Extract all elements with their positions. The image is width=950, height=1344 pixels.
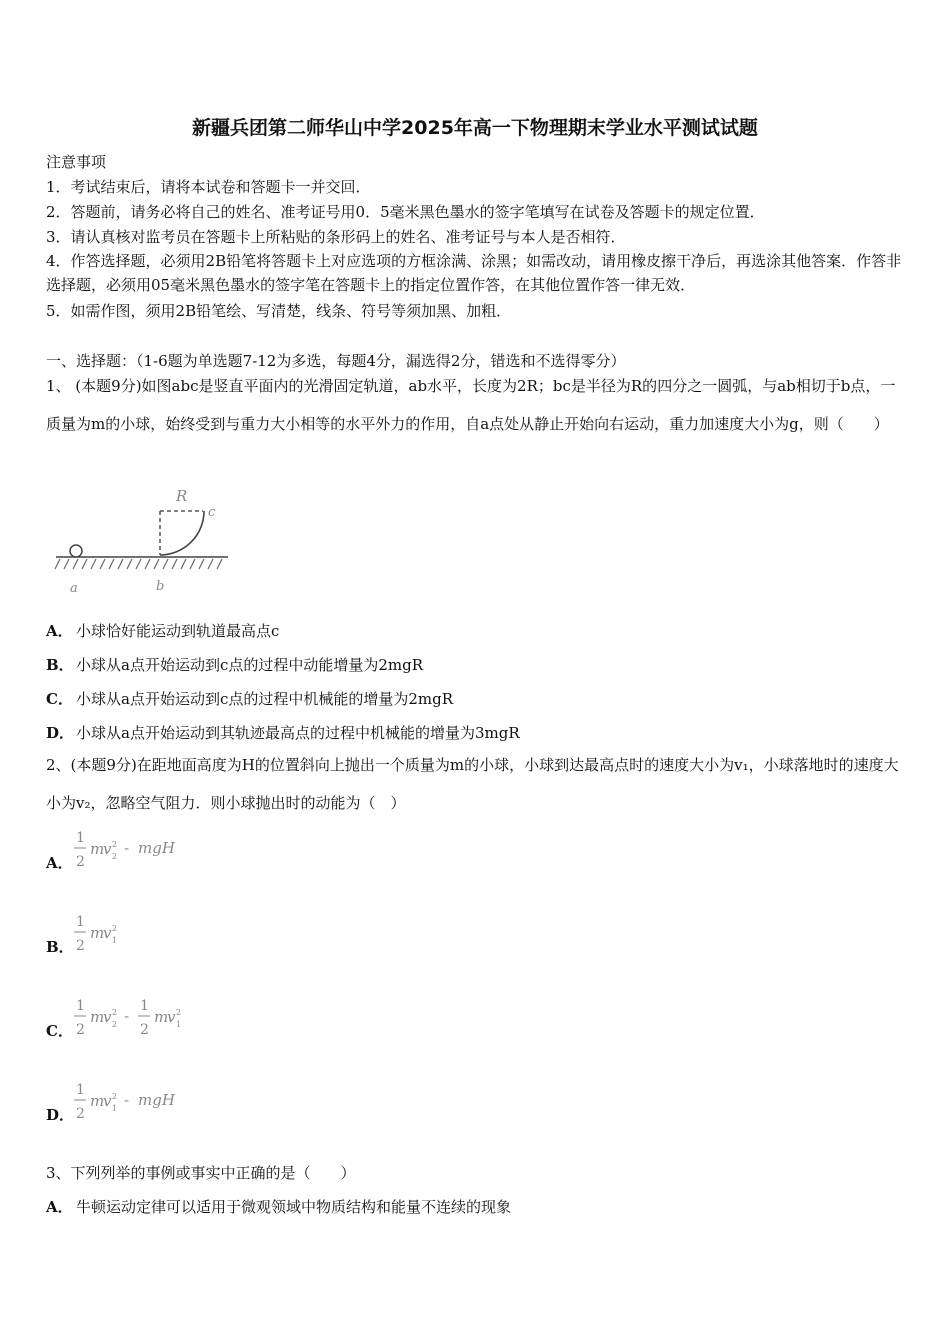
svg-text:1: 1	[76, 1082, 85, 1098]
svg-text:v: v	[103, 924, 112, 942]
svg-text:1: 1	[76, 830, 85, 846]
svg-text:2: 2	[112, 1020, 118, 1029]
notice-item: 4．作答选择题，必须用2B铅笔将答题卡上对应选项的方框涂满、涂黑；如需改动，请用橡皮擦干净后，再选涂其他答案．作答非选择题，必须用05毫米黑色墨水的签字笔在答题卡上的指定位置作答，在其他位置作答一律无效．	[46, 252, 902, 294]
notice-item: 2．答题前，请务必将自己的姓名、准考证号用0．5毫米黑色墨水的签字笔填写在试卷及答题卡的规定位置．	[46, 203, 765, 221]
svg-text:-: -	[124, 1091, 130, 1109]
svg-text:1: 1	[112, 936, 118, 945]
svg-text:1: 1	[112, 1104, 118, 1113]
notice-item: 3．请认真核对监考员在答题卡上所粘贴的条形码上的姓名、准考证号与本人是否相符．	[46, 228, 626, 246]
q1-option-d[interactable]: D． 小球从a点开始运动到其轨迹最高点的过程中机械能的增量为3mgR	[46, 724, 520, 742]
page-title: 新疆兵团第二师华山中学2025年高一下物理期末学业水平测试试题	[192, 117, 758, 139]
q2-option-b[interactable]: B． 1 2 m v 2 1	[46, 910, 246, 960]
section-heading: 一、选择题：（1-6题为单选题7-12为多选，每题4分，漏选得2分，错选和不选得零分）	[46, 352, 626, 370]
formula-d	[74, 1078, 244, 1128]
label-R: R	[176, 487, 188, 505]
svg-text:v: v	[167, 1008, 176, 1026]
svg-text:1: 1	[140, 998, 149, 1014]
q2-option-d[interactable]: D． 1 2 m v 2 1 - mgH	[46, 1078, 246, 1128]
question-2-stem: 2、(本题9分)在距地面高度为H的位置斜向上抛出一个质量为m的小球，小球到达最高点时的速度大小为v₁，小球落地时的速度大小为v₂，忽略空气阻力．则小球抛出时的动能为（ ）	[46, 756, 899, 812]
formula-b	[74, 910, 174, 960]
svg-text:m: m	[90, 1008, 105, 1026]
q3-option-a[interactable]: A． 牛顿运动定律可以适用于微观领域中物质结构和能量不连续的现象	[46, 1198, 512, 1216]
svg-text:2: 2	[112, 840, 118, 849]
svg-text:2: 2	[76, 1022, 85, 1038]
svg-text:2: 2	[112, 924, 118, 933]
formula-c	[74, 994, 254, 1044]
svg-text:2: 2	[76, 938, 85, 954]
svg-text:1: 1	[176, 1020, 182, 1029]
question-3-stem: 3、下列列举的事例或事实中正确的是（ ）	[46, 1164, 356, 1182]
svg-text:-: -	[124, 1007, 130, 1025]
svg-text:m: m	[90, 924, 105, 942]
svg-text:2: 2	[76, 854, 85, 870]
formula-a	[74, 826, 244, 876]
q2-option-c[interactable]: C． 1 2 m v 2 2 - 1 2 m v 2 1	[46, 994, 286, 1044]
svg-text:v: v	[103, 1008, 112, 1026]
svg-text:mgH: mgH	[138, 839, 175, 857]
q1-option-c[interactable]: C． 小球从a点开始运动到c点的过程中机械能的增量为2mgR	[46, 690, 454, 708]
svg-text:m: m	[154, 1008, 169, 1026]
svg-text:2: 2	[76, 1106, 85, 1122]
svg-text:2: 2	[112, 852, 118, 861]
label-c: c	[208, 505, 216, 520]
svg-text:2: 2	[176, 1008, 182, 1017]
svg-text:2: 2	[112, 1008, 118, 1017]
notice-item: 5．如需作图，须用2B铅笔绘、写清楚，线条、符号等须加黑、加粗．	[46, 302, 512, 320]
track-diagram	[52, 480, 232, 598]
svg-text:v: v	[103, 1092, 112, 1110]
svg-text:m: m	[90, 840, 105, 858]
q2-option-a[interactable]: A． 1 2 m v 2 2 - mgH	[46, 826, 246, 876]
notice-item: 1．考试结束后，请将本试卷和答题卡一并交回．	[46, 178, 371, 196]
notice-heading: 注意事项	[46, 153, 107, 171]
q1-option-b[interactable]: B． 小球从a点开始运动到c点的过程中动能增量为2mgR	[46, 656, 424, 674]
svg-text:2: 2	[140, 1022, 149, 1038]
q1-option-a[interactable]: A． 小球恰好能运动到轨道最高点c	[46, 622, 280, 640]
label-a: a	[70, 581, 78, 596]
svg-text:1: 1	[76, 914, 85, 930]
svg-text:mgH: mgH	[138, 1091, 175, 1109]
question-1-stem: 1、 (本题9分)如图abc是竖直平面内的光滑固定轨道，ab水平，长度为2R；bc是半径为R的四分之一圆弧，与ab相切于b点，一质量为m的小球，始终受到与重力大小相等的水平外力的作用，自a点处从静止开始向右运动，重力加速度大小为g，则（ ）	[46, 377, 896, 433]
svg-text:-: -	[124, 839, 130, 857]
svg-text:1: 1	[76, 998, 85, 1014]
svg-text:m: m	[90, 1092, 105, 1110]
svg-text:2: 2	[112, 1092, 118, 1101]
label-b: b	[156, 579, 165, 594]
ball	[70, 545, 82, 557]
svg-text:v: v	[103, 840, 112, 858]
